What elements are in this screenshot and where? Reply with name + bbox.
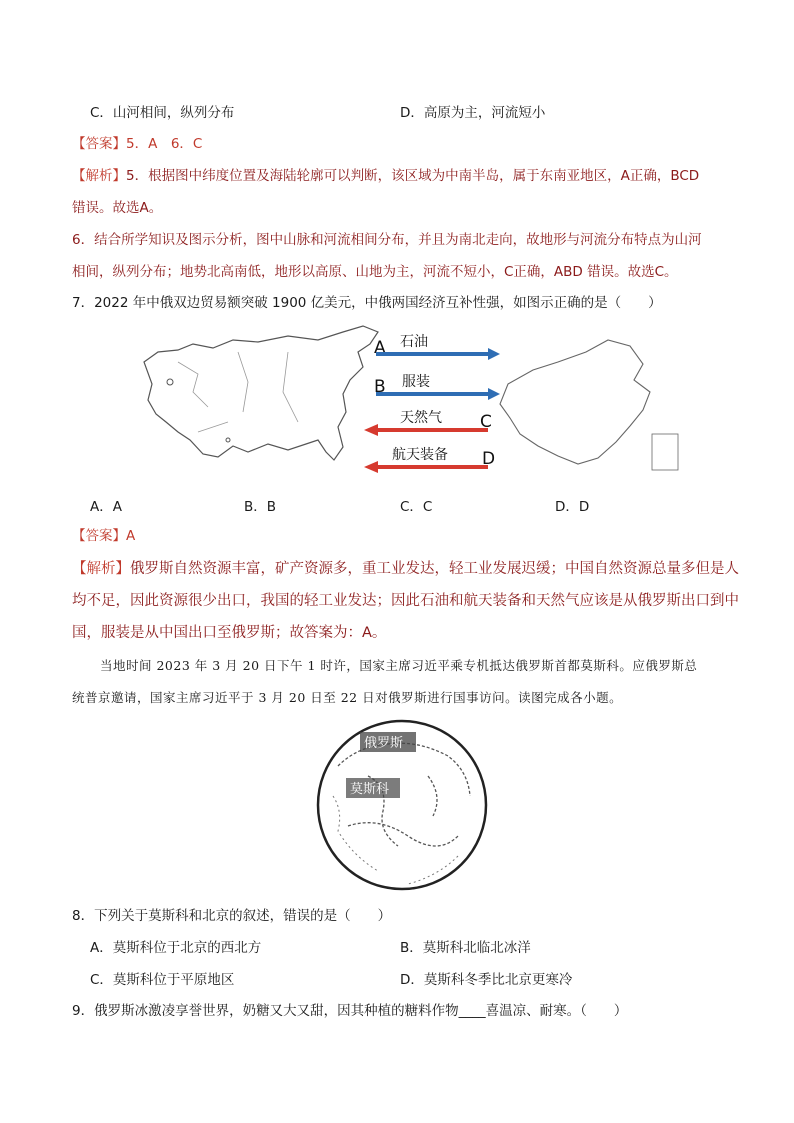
q7-option-d: D．D <box>555 499 590 515</box>
analysis-1-line1 <box>72 166 699 186</box>
analysis-2-line3: 国，服装是从中国出口至俄罗斯；故答案为：A。 <box>72 625 387 641</box>
russia-map-outline <box>144 326 378 460</box>
arrow-c-goods: 天然气 <box>400 410 442 426</box>
q8-stem: 8．下列关于莫斯科和北京的叙述，错误的是（ ） <box>72 908 392 924</box>
analysis-1-line2: 错误。故选A。 <box>72 200 163 216</box>
q8-option-a: A．莫斯科位于北京的西北方 <box>90 940 262 956</box>
arrow-a-goods: 石油 <box>400 334 428 350</box>
china-map-outline <box>500 340 650 464</box>
arrow-b-head <box>488 388 500 400</box>
globe-label-moscow: 莫斯科 <box>350 782 390 797</box>
analysis-2-line2: 均不足，因此资源很少出口，我国的轻工业发达；因此石油和航天装备和天然气应该是从俄罗斯出口到中 <box>72 593 739 609</box>
q7-stem: 7．2022 年中俄双边贸易额突破 1900 亿美元，中俄两国经济互补性强，如图示正确的是（ ） <box>72 295 662 311</box>
passage-line1: 当地时间 2023 年 3 月 20 日下午 1 时许，国家主席习近平乘专机抵达俄罗斯首都莫斯科。应俄罗斯总 <box>100 658 698 673</box>
analysis-2-line1 <box>72 559 739 579</box>
passage-line2: 统普京邀请，国家主席习近平于 3 月 20 日至 22 日对俄罗斯进行国事访问。读图完成各小题。 <box>72 690 623 705</box>
arrow-b-letter: B <box>374 377 386 397</box>
answer-block-2 <box>72 526 135 546</box>
south-china-sea-inset <box>652 434 678 470</box>
arrow-b-goods: 服装 <box>402 374 430 390</box>
arrow-d-goods: 航天装备 <box>392 447 448 463</box>
q7-option-a: A．A <box>90 499 122 515</box>
answer-text: 5．A 6．C <box>126 136 203 152</box>
analysis-tag: 【解析】 <box>72 561 130 577</box>
arrow-d-head <box>364 461 378 473</box>
arrow-c-head <box>364 424 378 436</box>
q6-option-d: D．高原为主，河流短小 <box>400 105 546 121</box>
arrow-d-letter: D <box>482 449 496 469</box>
globe-figure <box>308 716 496 894</box>
answer-tag: 【答案】 <box>72 528 126 544</box>
q9-stem: 9．俄罗斯冰激凌享誉世界，奶糖又大又甜，因其种植的糖料作物____喜温凉、耐寒。（ ） <box>72 1003 628 1019</box>
q8-option-c: C．莫斯科位于平原地区 <box>90 972 235 988</box>
analysis-tag: 【解析】 <box>72 168 126 184</box>
answer-block-1 <box>72 134 202 154</box>
analysis-1-line3: 6．结合所学知识及图示分析，图中山脉和河流相间分布，并且为南北走向，故地形与河流分布特点为山河 <box>72 232 702 248</box>
arrow-c-letter: C <box>480 412 492 432</box>
globe-label-russia: 俄罗斯 <box>364 736 404 751</box>
q6-option-c: C．山河相间，纵列分布 <box>90 105 235 121</box>
arrow-a-head <box>488 348 500 360</box>
analysis-1-line4: 相间，纵列分布；地势北高南低，地形以高原、山地为主，河流不短小，C正确，ABD 错误。故选C。 <box>72 264 678 280</box>
answer-text: A <box>126 528 136 544</box>
q8-option-d: D．莫斯科冬季比北京更寒冷 <box>400 972 573 988</box>
analysis-1-text-1: 5．根据图中纬度位置及海陆轮廓可以判断，该区域为中南半岛，属于东南亚地区，A正确，BCD <box>126 168 700 184</box>
q7-option-b: B．B <box>244 499 277 515</box>
trade-map-figure <box>138 322 683 482</box>
analysis-2-text-1: 俄罗斯自然资源丰富，矿产资源多，重工业发达，轻工业发展迟缓；中国自然资源总量多但是人 <box>130 561 739 577</box>
answer-tag: 【答案】 <box>72 136 126 152</box>
arrow-a-letter: A <box>374 338 386 358</box>
q7-option-c: C．C <box>400 499 433 515</box>
q8-option-b: B．莫斯科北临北冰洋 <box>400 940 531 956</box>
